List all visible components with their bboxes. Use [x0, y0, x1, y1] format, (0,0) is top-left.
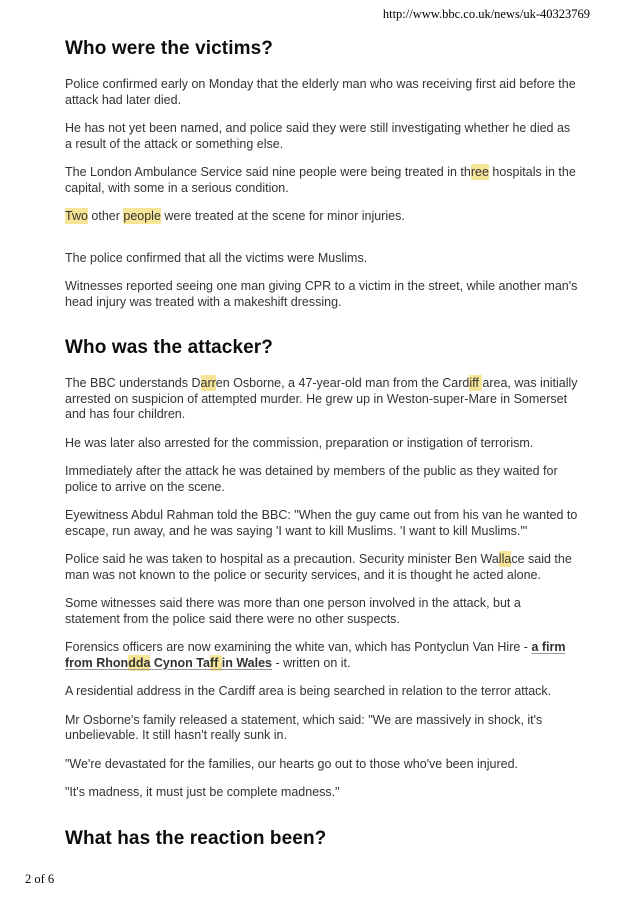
- inline-link[interactable]: a firm from Rhon: [65, 640, 566, 670]
- text-segment: ce said the man was not known to the police or security services, and it is thought he acted alone.: [65, 552, 572, 582]
- text-segment: He was later also arrested for the commission, preparation or instigation of terrorism.: [65, 435, 534, 450]
- section-heading: What has the reaction been?: [65, 827, 327, 849]
- paragraph: [65, 640, 579, 671]
- paragraph: [65, 251, 579, 267]
- text-segment: Eyewitness Abdul Rahman told the BBC: "When the guy came out from his van he wanted to escape, run away, and he was saying 'I want to kill Muslims. 'I want to kill Muslims.'": [65, 508, 578, 538]
- search-highlight[interactable]: ff: [209, 655, 222, 670]
- paragraph: [65, 464, 579, 495]
- paragraph: [65, 552, 579, 583]
- text-segment: Police said he was taken to hospital as a precaution. Security minister Ben Wa: [65, 552, 499, 566]
- text-segment: en Osborne, a 47-year-old man from the Card: [215, 376, 470, 390]
- text-segment: The police confirmed that all the victims were Muslims.: [65, 250, 368, 265]
- paragraph: [65, 508, 579, 539]
- paragraph: [65, 121, 579, 152]
- paragraph: [65, 279, 579, 310]
- paragraph: [65, 165, 579, 196]
- text-segment: The BBC understands D: [65, 376, 201, 390]
- paragraph: [65, 209, 579, 225]
- search-highlight: lla: [498, 552, 512, 566]
- text-segment: Some witnesses said there was more than one person involved in the attack, but a statement from the police said there were no other suspects.: [65, 596, 521, 626]
- inline-link[interactable]: Cynon Ta: [150, 655, 210, 670]
- article-body: [65, 38, 579, 867]
- text-segment: were treated at the scene for minor injuries.: [160, 209, 405, 223]
- text-segment: The London Ambulance Service said nine people were being treated in th: [65, 165, 471, 179]
- text-segment: Police confirmed early on Monday that the elderly man who was receiving first aid before the attack had later died.: [65, 77, 576, 107]
- text-segment: other: [87, 209, 124, 223]
- text-segment: Forensics officers are now examining the white van, which has Pontyclun Van Hire -: [65, 640, 532, 654]
- text-segment: Immediately after the attack he was detained by members of the public as they waited for police to arrive on the scene.: [65, 464, 558, 494]
- paragraph: [65, 757, 579, 773]
- paragraph: [65, 376, 579, 423]
- inline-link[interactable]: in Wales: [221, 655, 272, 670]
- search-highlight[interactable]: dda: [128, 655, 151, 670]
- text-segment: Mr Osborne's family released a statement, which said: "We are massively in shock, it's unbelievable. It still hasn't really sunk in.: [65, 712, 543, 742]
- text-segment: hospitals in the capital, with some in a serious condition.: [65, 165, 576, 195]
- search-highlight: iff: [469, 376, 483, 390]
- text-segment: A residential address in the Cardiff area is being searched in relation to the terror attack.: [65, 684, 552, 698]
- print-header-url: http://www.bbc.co.uk/news/uk-40323769: [382, 7, 590, 21]
- text-segment: "We're devastated for the families, our hearts go out to those who've been injured.: [65, 756, 518, 771]
- text-segment: Witnesses reported seeing one man giving CPR to a victim in the street, while another man's head injury was treated with a makeshift dressing.: [65, 279, 578, 309]
- text-segment: area, was initially arrested on suspicion of attempted murder. He grew up in Weston-super-Mare in Somerset and has four children.: [65, 376, 578, 421]
- text-segment: - written on it.: [271, 655, 351, 670]
- paragraph: [65, 436, 579, 452]
- paragraph: [65, 713, 579, 744]
- paragraph: [65, 596, 579, 627]
- text-segment: "It's madness, it must just be complete madness.": [65, 785, 340, 799]
- paragraph: [65, 785, 579, 801]
- text-segment: He has not yet been named, and police said they were still investigating whether he died as a result of the attack or something else.: [65, 121, 571, 151]
- paragraph: [65, 684, 579, 700]
- page-number: 2 of 6: [25, 872, 55, 886]
- search-highlight: Two: [65, 209, 88, 223]
- search-highlight: people: [123, 209, 161, 223]
- section-heading: Who were the victims?: [65, 38, 273, 59]
- search-highlight: arr: [200, 376, 216, 390]
- search-highlight: ree: [470, 165, 489, 179]
- paragraph: [65, 77, 579, 108]
- section-heading: Who was the attacker?: [65, 337, 273, 358]
